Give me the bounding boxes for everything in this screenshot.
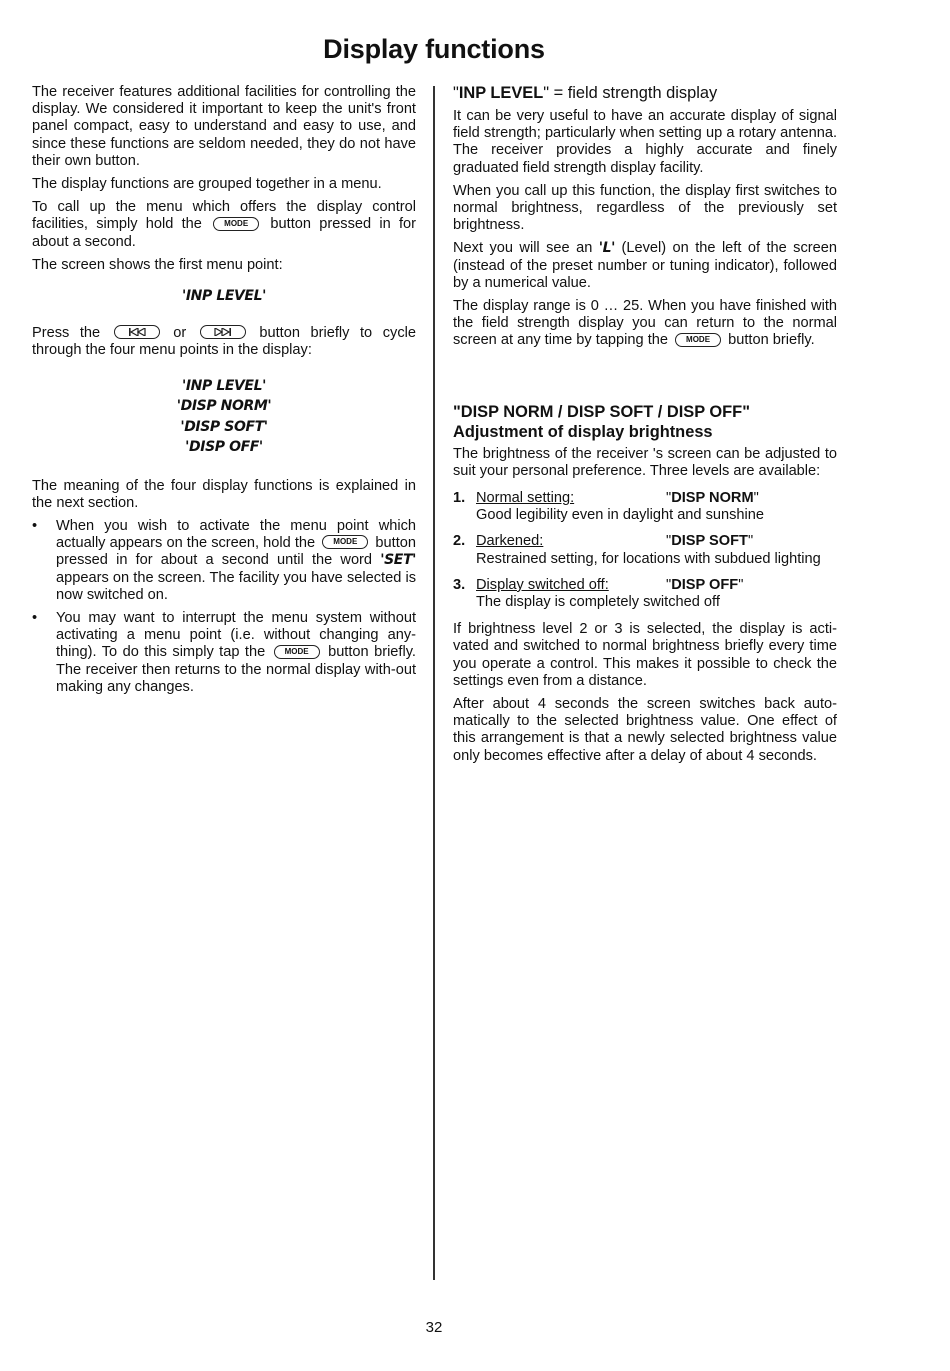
cycle-text-c: button briefly to cycle through the four menu points in the display: bbox=[32, 325, 416, 359]
mode-key-icon: MODE bbox=[322, 535, 368, 549]
page-title: Display functions bbox=[323, 34, 545, 64]
skip-back-key-icon bbox=[114, 325, 160, 339]
bullet-marker: • bbox=[32, 518, 38, 535]
intro-paragraph: The receiver features additional facilities for controlling the display. We considered it important to keep the unit's front panel compact, easy to understand and easy to use, and since these functions are seldom needed, they do not have their own button. bbox=[32, 84, 416, 169]
level-indicator-paragraph bbox=[453, 240, 837, 292]
level-value-text: DISP SOFT bbox=[671, 533, 748, 550]
level-value-text: DISP OFF bbox=[671, 576, 739, 593]
level-row bbox=[476, 490, 837, 507]
page-number: 32 bbox=[425, 1319, 443, 1336]
level-text-b: (Level) on the left of the screen (instead of the preset number or tuning indicator), followed by a numerical value. bbox=[453, 240, 837, 291]
interrupt-text-b: button briefly. The receiver then returns to the normal display with-out making any changes. bbox=[56, 644, 416, 695]
cycle-paragraph bbox=[32, 325, 416, 359]
level-description: Restrained setting, for locations with subdued lighting bbox=[476, 550, 821, 567]
level-value: "DISP OFF" bbox=[666, 576, 744, 593]
lcd-menu-point: 'DISP SOFT' bbox=[180, 418, 268, 435]
bullet-list bbox=[32, 518, 416, 696]
brightness-heading-line2: Adjustment of display brightness bbox=[453, 422, 713, 441]
activation-paragraph: If brightness level 2 or 3 is selected, the display is acti-vated and switched to normal brightness briefly every time you operate a control. This makes it possible to check the settings even from a distance. bbox=[453, 621, 837, 689]
lcd-menu-point: 'DISP NORM' bbox=[176, 398, 272, 415]
lcd-menu-point: 'DISP OFF' bbox=[185, 439, 263, 456]
lcd-set-word: 'SET' bbox=[380, 552, 416, 569]
range-text-a: The display range is 0 … 25. When you have finished with the field strength display you can return to the normal screen at any time by tapping the bbox=[453, 298, 837, 349]
skip-forward-key-icon bbox=[200, 325, 246, 339]
bullet-item-activate bbox=[32, 518, 416, 604]
mode-key-icon: MODE bbox=[274, 645, 320, 659]
bullet-marker: • bbox=[32, 610, 38, 627]
level-value-text: DISP NORM bbox=[671, 490, 754, 507]
inp-level-name: INP LEVEL bbox=[458, 84, 544, 102]
level-number: 3. bbox=[453, 576, 466, 593]
brightness-level-item bbox=[453, 533, 837, 567]
activate-text-b: button pressed in for about a second until the word bbox=[56, 535, 416, 569]
activate-text-a: When you wish to activate the menu point which actually appears on the screen, hold the bbox=[56, 518, 416, 552]
level-label: Darkened: bbox=[476, 533, 544, 550]
left-column bbox=[32, 84, 416, 702]
mode-key-icon: MODE bbox=[675, 333, 721, 347]
mode-key-icon: MODE bbox=[213, 217, 259, 231]
bullet-item-interrupt bbox=[32, 610, 416, 696]
normal-brightness-paragraph: When you call up this function, the display first switches to normal brightness, regardless of the previously set brightness. bbox=[453, 182, 837, 234]
meaning-paragraph: The meaning of the four display functions is explained in the next section. bbox=[32, 477, 416, 511]
column-divider bbox=[433, 86, 435, 1280]
level-row bbox=[476, 577, 837, 594]
level-value: "DISP NORM" bbox=[666, 490, 759, 507]
brightness-intro: The brightness of the receiver 's screen can be adjusted to suit your personal preference. Three levels are available: bbox=[453, 445, 837, 479]
brightness-heading bbox=[453, 402, 837, 442]
activate-text-c: appears on the screen. The facility you have selected is now switched on. bbox=[56, 569, 416, 603]
level-value: "DISP SOFT" bbox=[666, 533, 754, 550]
auto-switch-paragraph: After about 4 seconds the screen switches back auto-matically to the selected brightness value. One effect of this arrangement is that a newly selected brightness value only becomes effective after a delay of about 4 seconds. bbox=[453, 696, 837, 764]
level-description: Good legibility even in daylight and sunshine bbox=[476, 507, 765, 524]
right-column bbox=[453, 84, 837, 771]
level-row bbox=[476, 533, 837, 550]
brightness-level-item bbox=[453, 577, 837, 611]
cycle-text-or: or bbox=[173, 325, 187, 342]
interrupt-text-a: You may want to interrupt the menu system without activating a menu point (i.e. without changing any-thing). To do this simply tap the bbox=[56, 610, 416, 661]
level-label: Display switched off: bbox=[476, 576, 609, 593]
range-text-b: button briefly. bbox=[728, 332, 815, 349]
lcd-menu-points bbox=[32, 376, 416, 458]
brightness-levels-list bbox=[453, 490, 837, 611]
level-text-a: Next you will see an bbox=[453, 240, 593, 257]
lcd-level-letter: 'L' bbox=[598, 240, 616, 257]
heading-quote: " bbox=[453, 84, 459, 102]
call-menu-text-b: button pressed in for about a second. bbox=[32, 216, 417, 250]
call-menu-paragraph bbox=[32, 199, 416, 251]
inp-level-heading bbox=[453, 84, 837, 102]
display-range-paragraph bbox=[453, 298, 837, 350]
inp-level-heading-rest: " = field strength display bbox=[543, 84, 718, 102]
level-number: 2. bbox=[453, 533, 466, 550]
field-strength-intro: It can be very useful to have an accurate display of signal field strength; particularly when setting up a rotary antenna. The receiver provides a highly accurate and finely graduated field strength display facility. bbox=[453, 108, 837, 176]
skip-back-glyph bbox=[126, 328, 148, 336]
brightness-level-item bbox=[453, 490, 837, 524]
level-label: Normal setting: bbox=[476, 490, 575, 507]
lcd-menu-point: 'INP LEVEL' bbox=[181, 377, 267, 394]
menu-grouping-paragraph: The display functions are grouped together in a menu. bbox=[32, 176, 382, 193]
lcd-first-menu-point: 'INP LEVEL' bbox=[181, 288, 267, 305]
level-description: The display is completely switched off bbox=[476, 594, 720, 611]
call-menu-text-a: To call up the menu which offers the display control facilities, simply hold the bbox=[32, 199, 416, 233]
skip-forward-glyph bbox=[212, 328, 234, 336]
first-menu-point-paragraph: The screen shows the first menu point: bbox=[32, 256, 283, 273]
brightness-heading-line1: "DISP NORM / DISP SOFT / DISP OFF" bbox=[453, 402, 750, 421]
level-number: 1. bbox=[453, 490, 466, 507]
cycle-text-a: Press the bbox=[32, 325, 101, 342]
